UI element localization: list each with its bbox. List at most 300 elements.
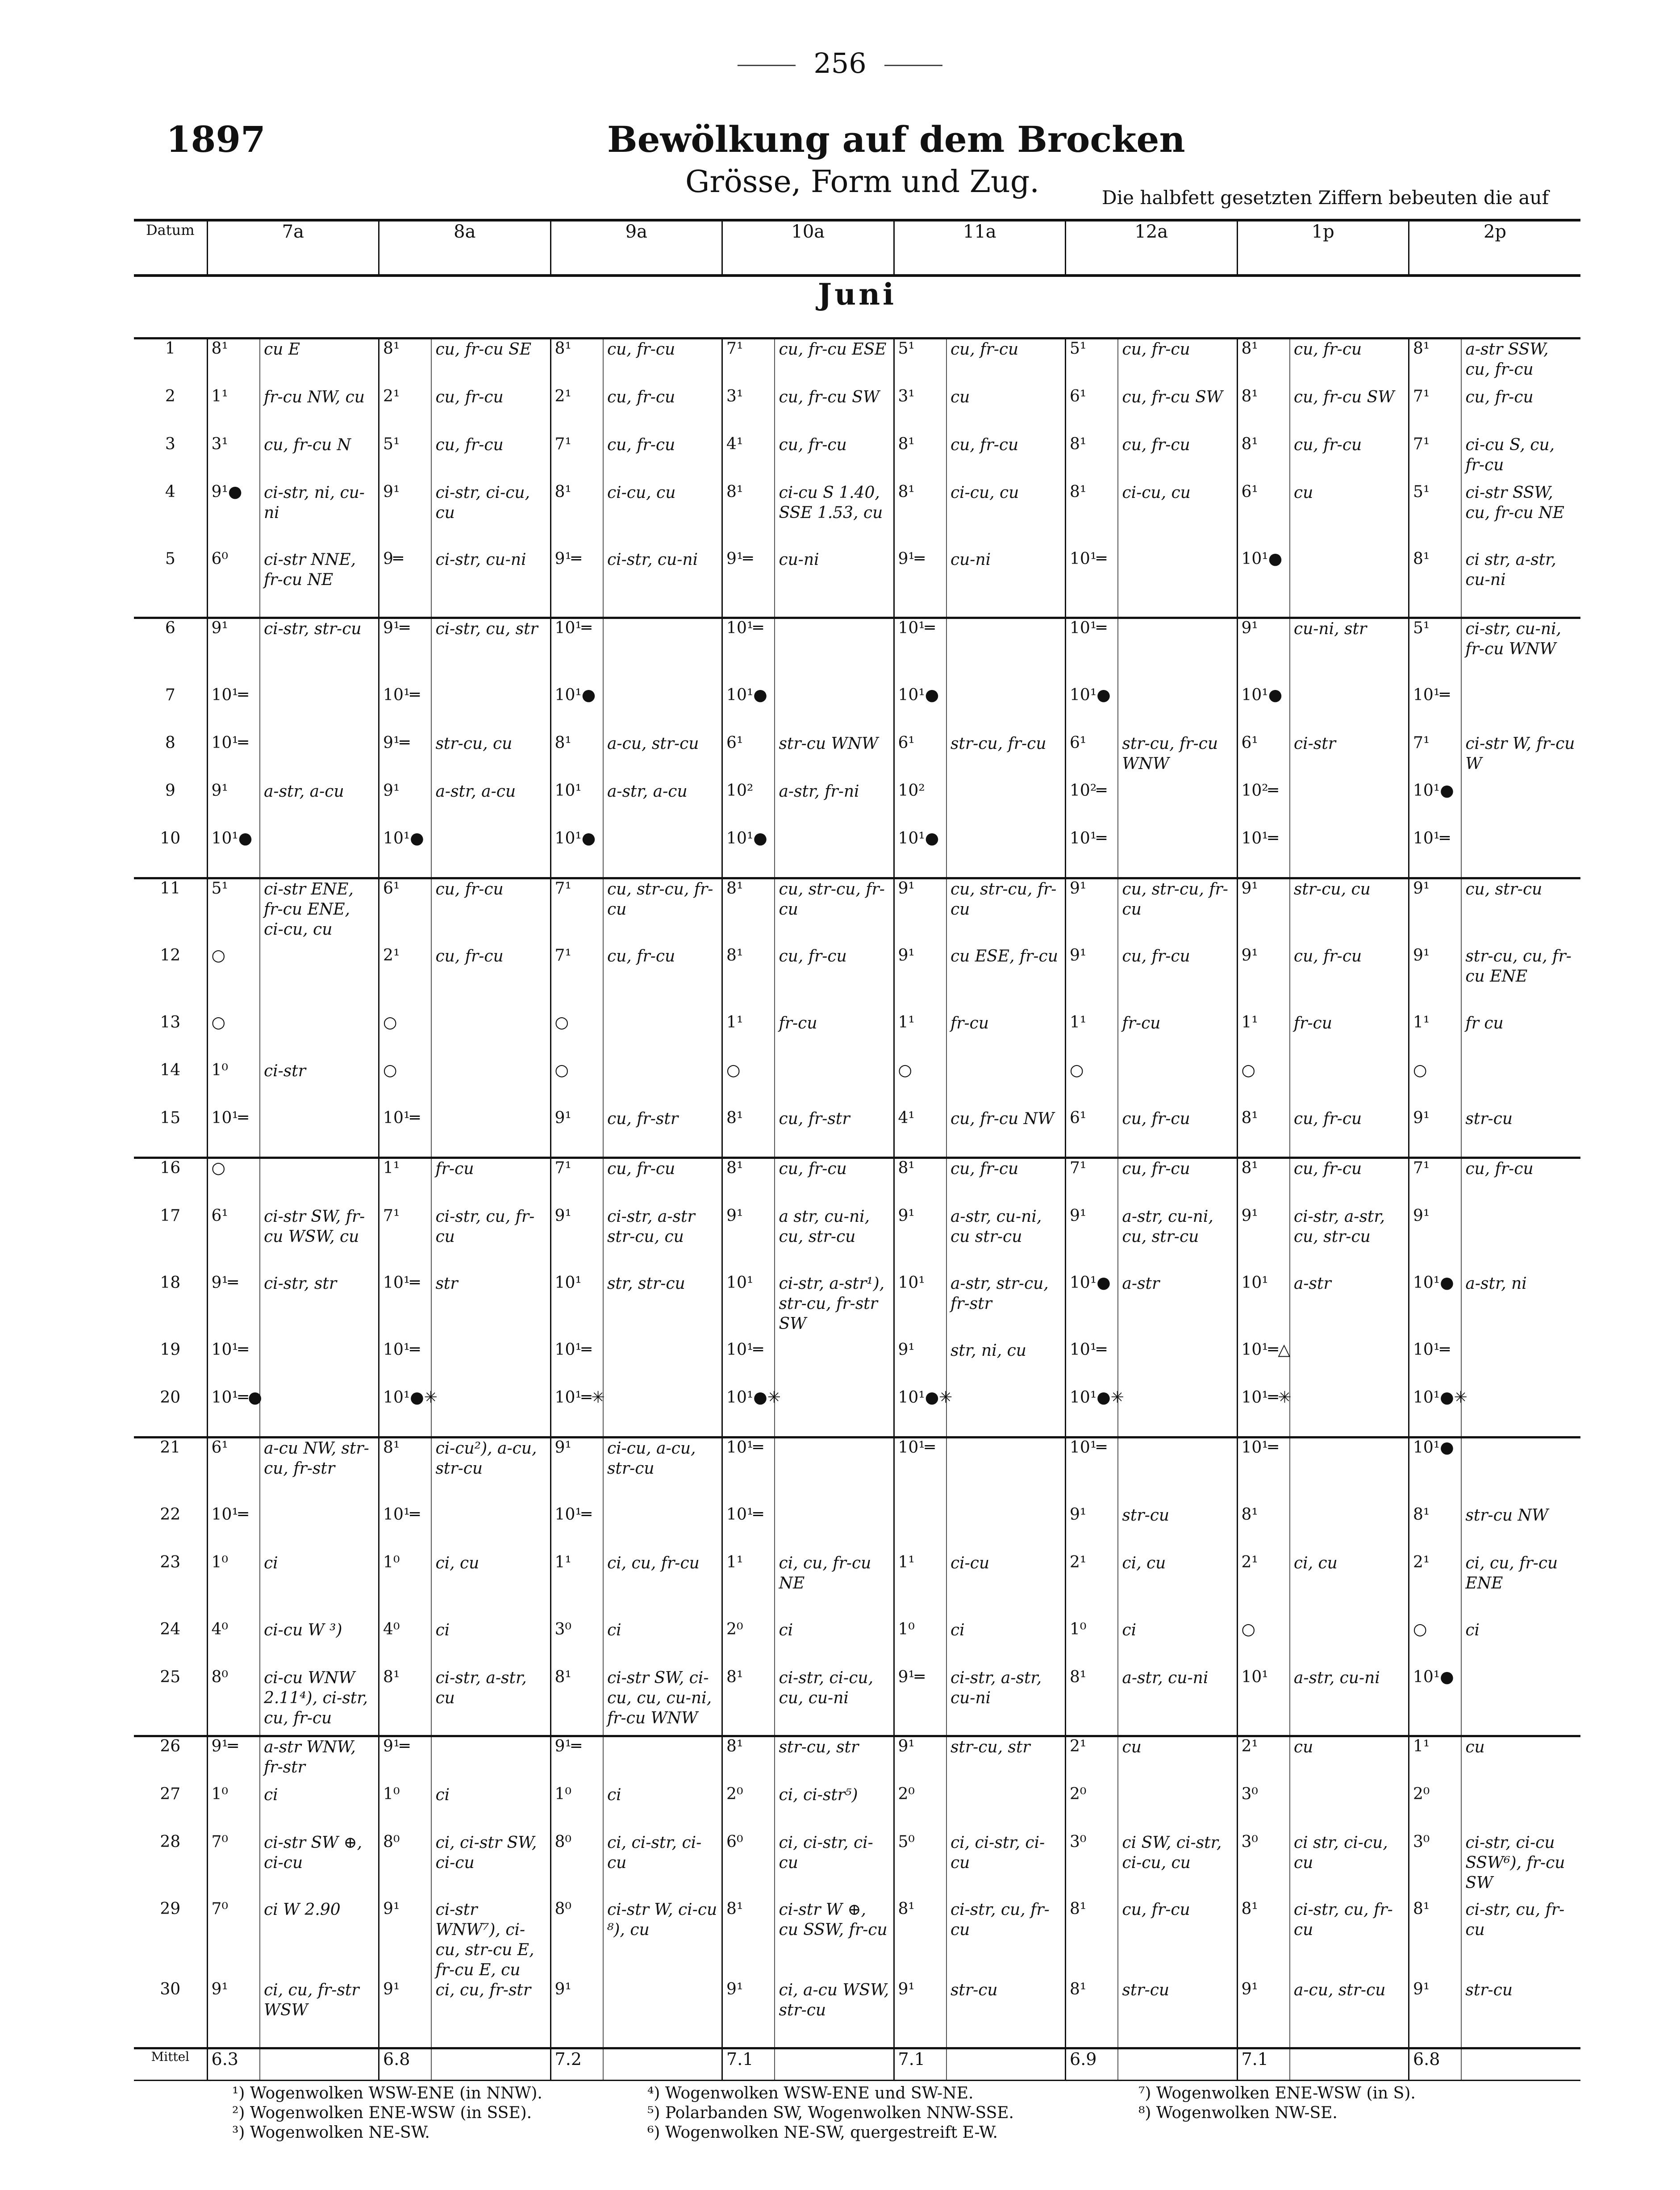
cloud-amount: 5¹ (894, 339, 946, 388)
day-number: 24 (160, 1620, 181, 1638)
cloud-form: a-str (1290, 1274, 1409, 1341)
cloud-amount: 10¹═ (1066, 1438, 1118, 1506)
cloud-form: ci (603, 1620, 722, 1668)
cloud-form: a-str, a-cu (603, 782, 722, 829)
cloud-amount: 10² (894, 782, 946, 829)
cloud-form (431, 1061, 550, 1109)
cloud-form (775, 1061, 894, 1109)
cloud-amount: ○ (207, 1013, 260, 1061)
cloud-form (946, 1785, 1066, 1833)
cloud-amount: 3⁰ (550, 1620, 603, 1668)
mittel-empty (1118, 2048, 1237, 2081)
cloud-form (1290, 1620, 1409, 1668)
cloud-form: cu, fr-cu (603, 1158, 722, 1207)
cloud-form: a-str WNW, fr-str (260, 1736, 379, 1785)
month-row (134, 276, 1580, 339)
table-row (134, 1438, 1580, 1506)
cloud-amount: 8¹ (1409, 550, 1461, 618)
cloud-amount: 10¹● (894, 829, 946, 878)
day-number: 17 (160, 1207, 181, 1225)
cloud-form: cu, fr-cu N (260, 435, 379, 483)
cloud-amount: 9¹ (894, 1207, 946, 1274)
cloud-form (775, 618, 894, 686)
cloud-amount: 8⁰ (550, 1833, 603, 1900)
cloud-amount: 7¹ (1409, 387, 1461, 435)
cloud-form: cu, fr-str (775, 1109, 894, 1158)
cloud-amount: 9¹═ (722, 550, 775, 618)
cloud-amount: 9¹ (1066, 1505, 1118, 1553)
cloud-amount: 8¹ (722, 1736, 775, 1785)
cloud-form: str, ni, cu (946, 1341, 1066, 1388)
table-row (134, 1388, 1580, 1438)
cloud-amount: 10¹● (1066, 686, 1118, 734)
cloud-form (260, 1388, 379, 1438)
cloud-amount: 8¹ (1237, 339, 1290, 388)
cloud-form: fr-cu (775, 1013, 894, 1061)
cloud-amount: 8¹ (894, 435, 946, 483)
cloud-form: fr-cu NW, cu (260, 387, 379, 435)
day-number: 9 (165, 782, 175, 800)
cloud-form: ci-str, ci-cu, cu (431, 483, 550, 550)
cloud-form: cu, fr-cu (431, 878, 550, 947)
cloud-form (1461, 1061, 1580, 1109)
cloud-amount: 9¹ (379, 483, 432, 550)
cloud-amount: 1¹ (1237, 1013, 1290, 1061)
cloud-form (946, 782, 1066, 829)
cloud-form: cu, fr-cu (775, 435, 894, 483)
cloud-form (260, 1013, 379, 1061)
table-row (134, 1553, 1580, 1620)
cloud-form (1290, 1061, 1409, 1109)
table-row (134, 1274, 1580, 1341)
table-row (134, 878, 1580, 947)
cloud-form (603, 1061, 722, 1109)
cloud-amount: 8¹ (722, 1109, 775, 1158)
cloud-form (431, 829, 550, 878)
cloud-form: ci-str, cu-ni, fr-cu WNW (1461, 618, 1580, 686)
day-number: 28 (160, 1833, 181, 1851)
cloud-amount: 10¹═ (550, 1505, 603, 1553)
cloud-amount: 10¹═ (894, 618, 946, 686)
cloud-amount: 9¹ (379, 782, 432, 829)
cloud-form (775, 829, 894, 878)
cloud-form: a str, cu-ni, cu, str-cu (775, 1207, 894, 1274)
cloud-form: ci str, ci-cu, cu (1290, 1833, 1409, 1900)
cloud-amount: 10² (722, 782, 775, 829)
table-row (134, 618, 1580, 686)
cloud-amount: 7⁰ (207, 1900, 260, 1980)
cloud-form: ci-str, a-str str-cu, cu (603, 1207, 722, 1274)
cloud-form: cu, fr-cu (603, 946, 722, 1013)
cloud-form: ci (946, 1620, 1066, 1668)
cloud-amount: 9¹ (550, 1207, 603, 1274)
day-number: 2 (165, 387, 175, 405)
cloud-form: str-cu, cu (1290, 878, 1409, 947)
footnote-5: ⁵) Polarbanden SW, Wogenwolken NNW-SSE. (647, 2104, 1014, 2122)
cloud-amount: 10¹═ (379, 1274, 432, 1341)
cloud-form (260, 1109, 379, 1158)
cloud-form (260, 1341, 379, 1388)
cloud-amount: 9¹ (894, 1980, 946, 2048)
cloud-form: ci, ci-str, ci-cu (603, 1833, 722, 1900)
cloud-form: ci, cu (1118, 1553, 1237, 1620)
cloud-form: cu, str-cu (1461, 878, 1580, 947)
footnote-4: ⁴) Wogenwolken WSW-ENE und SW-NE. (647, 2084, 974, 2102)
cloud-form: ci (431, 1785, 550, 1833)
cloud-form (431, 1505, 550, 1553)
day-number: 23 (160, 1553, 181, 1571)
cloud-form: ci (260, 1553, 379, 1620)
mittel-empty (775, 2048, 894, 2081)
cloud-form: cu, fr-cu (1118, 1109, 1237, 1158)
table-row (134, 782, 1580, 829)
cloud-form (1461, 1668, 1580, 1736)
cloud-amount: ○ (1237, 1620, 1290, 1668)
cloud-form: ci-str, ci-cu, cu, cu-ni (775, 1668, 894, 1736)
mittel-row (134, 2048, 1580, 2081)
footnote-6: ⁶) Wogenwolken NE-SW, quergestreift E-W. (647, 2123, 998, 2142)
cloud-form: cu, fr-cu (946, 1158, 1066, 1207)
day-number: 14 (160, 1061, 181, 1079)
cloud-form: cu, str-cu, fr-cu (603, 878, 722, 947)
header-time-8a: 8a (379, 220, 551, 276)
cloud-amount: ○ (1066, 1061, 1118, 1109)
cloud-amount: 10¹● (894, 686, 946, 734)
day-number: 10 (134, 829, 207, 878)
cloud-form: ci-str ENE, fr-cu ENE, ci-cu, cu (260, 878, 379, 947)
cloud-amount: 6¹ (894, 734, 946, 782)
table-row (134, 1505, 1580, 1553)
cloud-form: ci-str, a-str, cu-ni (946, 1668, 1066, 1736)
cloud-form: cu (1290, 1736, 1409, 1785)
mittel-value: 6.3 (207, 2048, 260, 2081)
cloud-amount: 10¹●✳ (1066, 1388, 1118, 1438)
cloud-amount: 10¹ (894, 1274, 946, 1341)
cloud-form (431, 1388, 550, 1438)
cloud-form: ci-cu, cu (603, 483, 722, 550)
cloud-form: ci-cu, cu (946, 483, 1066, 550)
cloud-amount: 8¹ (550, 483, 603, 550)
cloud-form (1118, 1341, 1237, 1388)
cloud-amount: 1¹ (894, 1553, 946, 1620)
cloud-amount: 8¹ (722, 483, 775, 550)
cloud-amount: ○ (1409, 1620, 1461, 1668)
cloud-amount: 10¹═✳ (1237, 1388, 1290, 1438)
cloud-form: ci-str, cu, fr-cu (431, 1207, 550, 1274)
mittel-empty (1290, 2048, 1409, 2081)
cloud-amount: 10¹═ (894, 1438, 946, 1506)
cloud-amount: 10¹ (550, 782, 603, 829)
cloud-amount: 9¹ (894, 946, 946, 1013)
day-number: 30 (134, 1980, 207, 2048)
cloud-amount: 7¹ (1409, 435, 1461, 483)
cloud-amount: 10¹═ (1409, 1341, 1461, 1388)
cloud-form (775, 1505, 894, 1553)
cloud-form (603, 829, 722, 878)
cloud-amount: 2¹ (379, 946, 432, 1013)
cloud-amount: 7¹ (1066, 1158, 1118, 1207)
cloud-form: ci-cu, cu (1118, 483, 1237, 550)
cloud-amount: ○ (894, 1061, 946, 1109)
cloud-amount: ○ (550, 1061, 603, 1109)
cloud-amount: 9¹ (550, 1109, 603, 1158)
cloud-amount: ○ (722, 1061, 775, 1109)
cloud-form: cu-ni (946, 550, 1066, 618)
table-row (134, 1833, 1580, 1900)
cloud-form (260, 734, 379, 782)
cloud-form: cu (1290, 483, 1409, 550)
cloud-amount: 5⁰ (894, 1833, 946, 1900)
header-time-10a: 10a (722, 220, 894, 276)
cloud-amount: 1¹ (722, 1013, 775, 1061)
cloud-amount: 1⁰ (207, 1061, 260, 1109)
cloud-amount: 6¹ (1237, 734, 1290, 782)
day-number: 16 (160, 1159, 181, 1177)
cloud-amount: 8¹ (207, 339, 260, 388)
cloud-amount: 10¹═ (379, 1505, 432, 1553)
cloud-amount: 10¹● (1237, 550, 1290, 618)
cloud-form (603, 1505, 722, 1553)
cloud-amount: 8¹ (379, 1438, 432, 1506)
cloud-form: fr-cu (1290, 1013, 1409, 1061)
cloud-amount: 9¹ (1237, 1207, 1290, 1274)
cloud-amount: 1¹ (722, 1553, 775, 1620)
cloud-form (1290, 1341, 1409, 1388)
mittel-value: 7.2 (550, 2048, 603, 2081)
cloud-form (1290, 1505, 1409, 1553)
cloud-form (946, 1388, 1066, 1438)
day-number: 3 (165, 435, 175, 453)
cloud-form: ci-cu W ³) (260, 1620, 379, 1668)
cloud-form (603, 1980, 722, 2048)
cloud-form: cu ESE, fr-cu (946, 946, 1066, 1013)
cloud-form (431, 686, 550, 734)
cloud-amount: ○ (379, 1013, 432, 1061)
cloud-amount: 9¹ (722, 1207, 775, 1274)
month-label: Juni (134, 276, 1580, 339)
cloud-form: ci-str SW, ci-cu, cu, cu-ni, fr-cu WNW (603, 1668, 722, 1736)
cloud-amount: 8¹ (1409, 1900, 1461, 1980)
cloud-form: cu, fr-cu (946, 339, 1066, 388)
cloud-form: ci-str W, fr-cu W (1461, 734, 1580, 782)
cloud-form (1118, 1438, 1237, 1506)
cloud-form: str-cu (1461, 1980, 1580, 2048)
footnote-column (647, 2083, 1014, 2142)
cloud-form: cu, str-cu, fr-cu (775, 878, 894, 947)
cloud-amount: 8¹ (379, 1668, 432, 1736)
day-number: 29 (160, 1900, 181, 1918)
cloud-amount: 1⁰ (379, 1785, 432, 1833)
cloud-amount: 10¹● (550, 829, 603, 878)
cloud-form (431, 1109, 550, 1158)
mittel-value: 7.1 (722, 2048, 775, 2081)
header-row (134, 220, 1580, 276)
table-row (134, 1620, 1580, 1668)
cloud-form (603, 1341, 722, 1388)
day-number: 19 (160, 1341, 181, 1359)
cloud-amount: 1⁰ (207, 1785, 260, 1833)
cloud-amount: 7¹ (550, 1158, 603, 1207)
cloud-amount: 9¹ (550, 1438, 603, 1506)
cloud-amount: 9¹ (207, 782, 260, 829)
cloud-amount: 10¹═ (207, 734, 260, 782)
cloud-form: ci-str SW ⊕, ci-cu (260, 1833, 379, 1900)
cloud-form: ci, ci-str, ci-cu (775, 1833, 894, 1900)
cloud-amount: 10¹● (1409, 1668, 1461, 1736)
cloud-amount: 10¹● (207, 829, 260, 878)
day-number: 26 (160, 1737, 181, 1755)
cloud-amount: 8¹ (1066, 1980, 1118, 2048)
table-row (134, 1900, 1580, 1980)
cloud-amount: 10¹● (1409, 1438, 1461, 1506)
cloud-form (603, 1388, 722, 1438)
cloud-observation-table (134, 219, 1580, 2081)
cloud-amount: 8¹ (1409, 339, 1461, 388)
cloud-form: fr-cu (1118, 1013, 1237, 1061)
cloud-form (1461, 1207, 1580, 1274)
cloud-form: cu, fr-cu (1461, 387, 1580, 435)
cloud-form (1290, 550, 1409, 618)
cloud-amount: 10¹═ (1066, 1341, 1118, 1388)
cloud-amount: 4⁰ (379, 1620, 432, 1668)
cloud-form (775, 1388, 894, 1438)
day-number: 18 (160, 1274, 181, 1292)
cloud-amount: 10¹● (550, 686, 603, 734)
table-row (134, 339, 1580, 388)
table-row (134, 1668, 1580, 1736)
cloud-form: ci (775, 1620, 894, 1668)
cloud-form: cu, fr-cu (431, 435, 550, 483)
cloud-form: str-cu, str (775, 1736, 894, 1785)
cloud-amount: 8¹ (894, 1158, 946, 1207)
header-time-1p: 1p (1237, 220, 1409, 276)
mittel-value: 7.1 (894, 2048, 946, 2081)
cloud-amount: 2¹ (1409, 1553, 1461, 1620)
cloud-amount: 10²═ (1237, 782, 1290, 829)
cloud-form: ci, cu, fr-str (431, 1980, 550, 2048)
cloud-form: str, str-cu (603, 1274, 722, 1341)
cloud-amount: ○ (550, 1013, 603, 1061)
cloud-form: str-cu, fr-cu (946, 734, 1066, 782)
mittel-empty (260, 2048, 379, 2081)
cloud-form (1461, 686, 1580, 734)
cloud-form: ci-str, a-str, cu, str-cu (1290, 1207, 1409, 1274)
cloud-form: a-cu NW, str-cu, fr-str (260, 1438, 379, 1506)
cloud-amount: 10¹● (1409, 782, 1461, 829)
mittel-value: 7.1 (1237, 2048, 1290, 2081)
cloud-form: str-cu, cu (431, 734, 550, 782)
cloud-form: ci-str, cu, fr-cu (1461, 1900, 1580, 1980)
cloud-form: ci, cu, fr-cu NE (775, 1553, 894, 1620)
cloud-amount: 9¹ (550, 1980, 603, 2048)
cloud-form (1118, 829, 1237, 878)
cloud-form: a-cu, str-cu (603, 734, 722, 782)
cloud-amount: 3⁰ (1066, 1833, 1118, 1900)
table-row (134, 1341, 1580, 1388)
cloud-form: ci-str W ⊕, cu SSW, fr-cu (775, 1900, 894, 1980)
cloud-form: ci, cu, fr-str WSW (260, 1980, 379, 2048)
table-row (134, 1785, 1580, 1833)
cloud-amount: 5¹ (379, 435, 432, 483)
header-note: Die halbfett gesetzten Ziffern bebeuten die auf (1102, 187, 1549, 209)
cloud-form: cu, fr-cu (1118, 1158, 1237, 1207)
day-number: 6 (165, 619, 175, 637)
cloud-form (1461, 782, 1580, 829)
cloud-form: cu, fr-cu (1118, 435, 1237, 483)
mittel-empty (431, 2048, 550, 2081)
cloud-amount: 10¹● (722, 686, 775, 734)
cloud-amount: 10¹● (1237, 686, 1290, 734)
cloud-form: a-str, a-cu (431, 782, 550, 829)
cloud-form (1118, 1388, 1237, 1438)
cloud-form (431, 1341, 550, 1388)
cloud-form: cu, fr-cu SW (1118, 387, 1237, 435)
table-row (134, 829, 1580, 878)
cloud-amount: 10¹═ (379, 686, 432, 734)
cloud-amount: 3¹ (722, 387, 775, 435)
cloud-amount: 8¹ (722, 1900, 775, 1980)
cloud-form: fr-cu (946, 1013, 1066, 1061)
cloud-form: cu, str-cu, fr-cu (946, 878, 1066, 947)
cloud-form (603, 1736, 722, 1785)
cloud-form: cu, fr-cu (603, 435, 722, 483)
cloud-form: ci, cu, fr-cu (603, 1553, 722, 1620)
cloud-amount: 9¹═ (894, 550, 946, 618)
cloud-amount: 9¹ (722, 1980, 775, 2048)
cloud-form: ci (260, 1785, 379, 1833)
cloud-amount: 2¹ (1066, 1553, 1118, 1620)
cloud-form: cu, fr-cu (603, 387, 722, 435)
cloud-amount: 8¹ (894, 1900, 946, 1980)
cloud-amount: 8¹ (550, 734, 603, 782)
cloud-amount: 6¹ (207, 1438, 260, 1506)
cloud-form: a-str, str-cu, fr-str (946, 1274, 1066, 1341)
cloud-amount: 1¹ (1409, 1013, 1461, 1061)
cloud-form (1118, 550, 1237, 618)
cloud-form: ci-str (260, 1061, 379, 1109)
cloud-form: ci-cu (946, 1553, 1066, 1620)
cloud-form (603, 1013, 722, 1061)
cloud-form: ci-str, cu, fr-cu (946, 1900, 1066, 1980)
cloud-amount: 10¹═ (1237, 1438, 1290, 1506)
cloud-amount: 2⁰ (1409, 1785, 1461, 1833)
cloud-form: ci (603, 1785, 722, 1833)
cloud-amount: 2¹ (550, 387, 603, 435)
cloud-amount: 6¹ (379, 878, 432, 947)
cloud-form: ci-str, a-str¹), str-cu, fr-str SW (775, 1274, 894, 1341)
cloud-form (946, 686, 1066, 734)
table-row (134, 1061, 1580, 1109)
cloud-form (431, 1013, 550, 1061)
cloud-amount (894, 1505, 946, 1553)
cloud-amount: 9¹ (894, 878, 946, 947)
cloud-amount: 1¹ (1409, 1736, 1461, 1785)
cloud-amount: 9¹ (1409, 1109, 1461, 1158)
cloud-amount: 9¹ (1409, 878, 1461, 947)
cloud-amount: 7¹ (550, 946, 603, 1013)
cloud-amount: 10¹● (722, 829, 775, 878)
table-row (134, 1207, 1580, 1274)
cloud-amount: 9¹ (1237, 618, 1290, 686)
cloud-form: str-cu NW (1461, 1505, 1580, 1553)
cloud-form: a-str SSW, cu, fr-cu (1461, 339, 1580, 388)
cloud-amount: 1⁰ (379, 1553, 432, 1620)
cloud-amount: 9═ (379, 550, 432, 618)
cloud-amount: 9¹ (1066, 878, 1118, 947)
cloud-form: str-cu WNW (775, 734, 894, 782)
table-row (134, 1736, 1580, 1785)
cloud-amount: 1¹ (894, 1013, 946, 1061)
